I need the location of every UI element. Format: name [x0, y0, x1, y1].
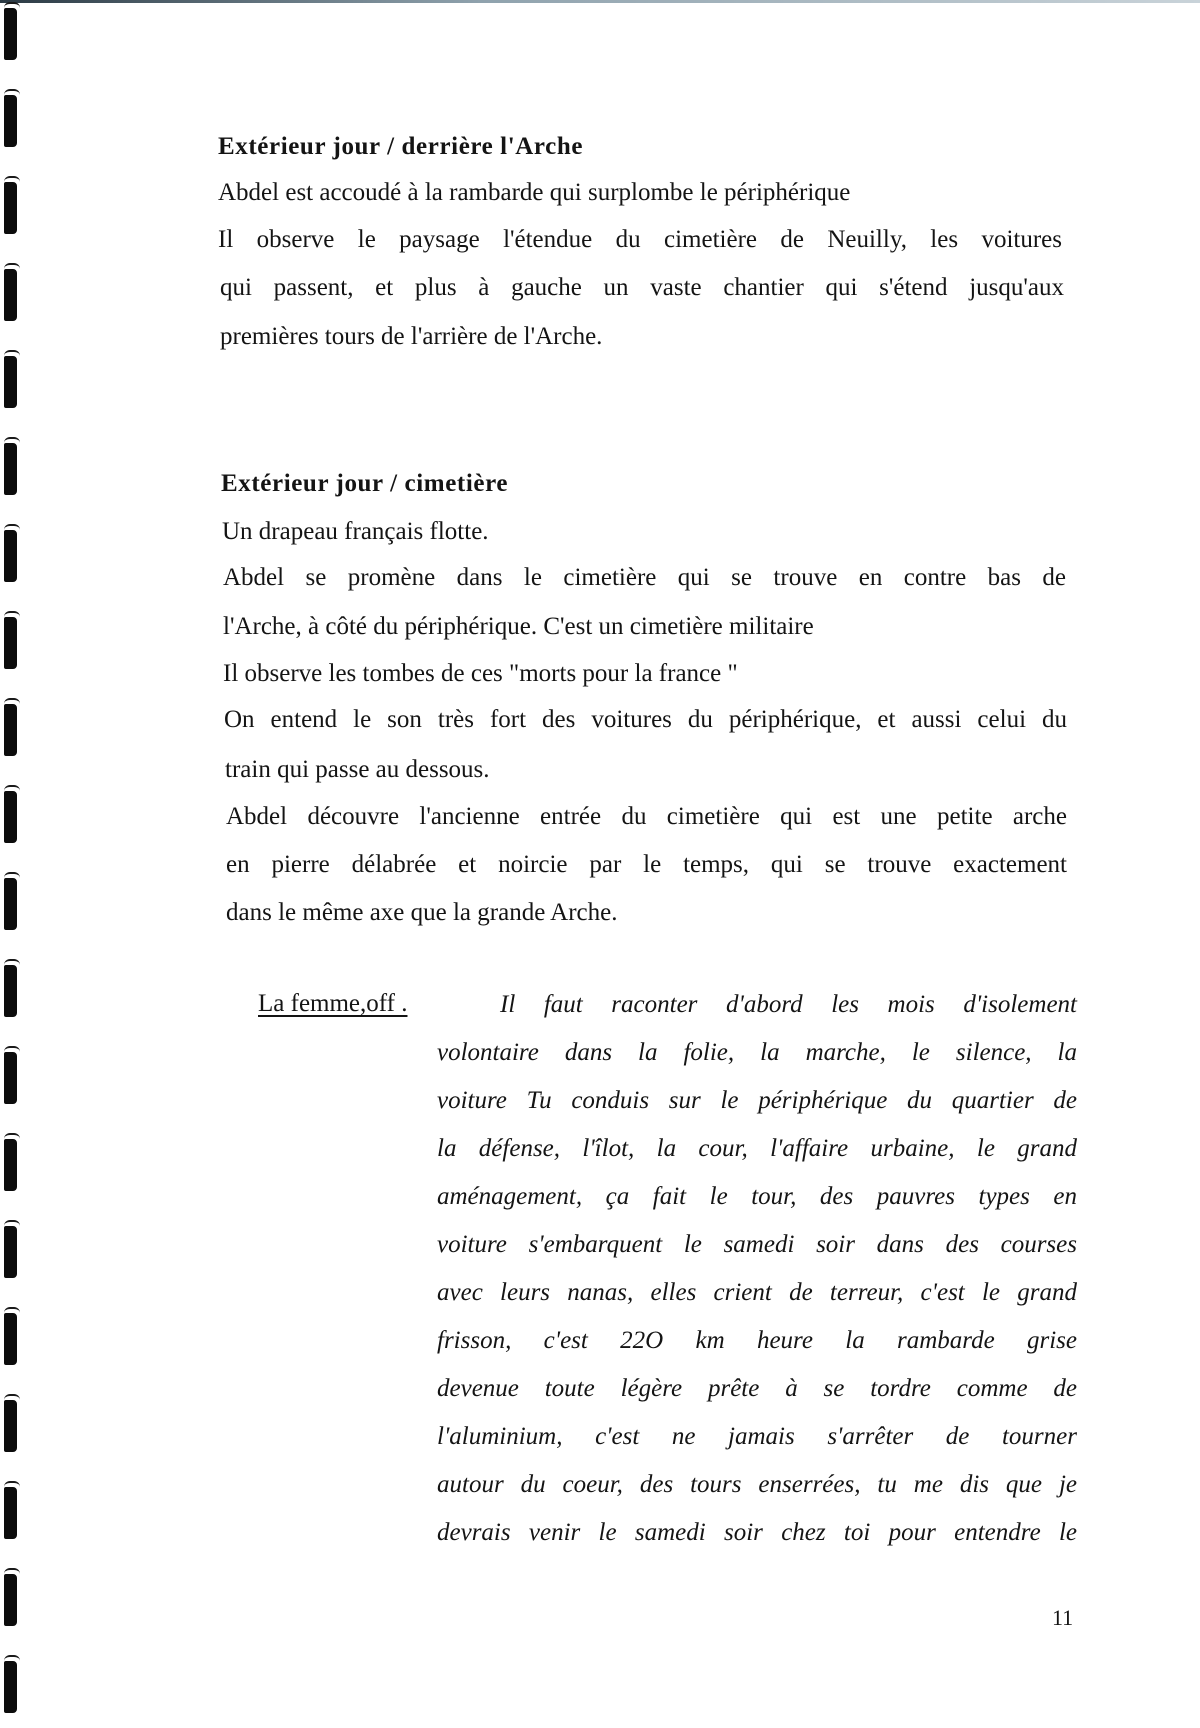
- scene-line: Il observe les tombes de ces "morts pour la france ": [223, 660, 738, 687]
- scene-line: dans le même axe que la grande Arche.: [226, 899, 618, 926]
- scene-line: premières tours de l'arrière de l'Arche.: [220, 323, 603, 350]
- scene-line: On entend le son très fort des voitures du périphérique, et aussi celui du: [224, 706, 1067, 733]
- page-number: 11: [1052, 1605, 1074, 1630]
- dialogue-line: autour du coeur, des tours enserrées, tu me dis que je: [437, 1471, 1077, 1498]
- dialogue-line: l'aluminium, c'est ne jamais s'arrêter de tourner: [437, 1423, 1077, 1450]
- dialogue-line: volontaire dans la folie, la marche, le silence, la: [437, 1039, 1077, 1066]
- dialogue-line: voiture s'embarquent le samedi soir dans des courses: [437, 1231, 1077, 1258]
- scene-heading: Extérieur jour / derrière l'Arche: [218, 133, 584, 160]
- dialogue-line: frisson, c'est 22O km heure la rambarde grise: [437, 1327, 1077, 1354]
- dialogue-line: devrais venir le samedi soir chez toi pour entendre le: [437, 1519, 1077, 1546]
- dialogue-line: voiture Tu conduis sur le périphérique du quartier de: [437, 1087, 1077, 1114]
- dialogue-line: Il faut raconter d'abord les mois d'isolement: [500, 991, 1077, 1018]
- scene-line: Un drapeau français flotte.: [222, 518, 489, 545]
- scene-line: Abdel est accoudé à la rambarde qui surplombe le périphérique: [218, 179, 851, 206]
- scene-line: qui passent, et plus à gauche un vaste chantier qui s'étend jusqu'aux: [220, 274, 1064, 301]
- dialogue-line: la défense, l'îlot, la cour, l'affaire urbaine, le grand: [437, 1135, 1077, 1162]
- scene-line: en pierre délabrée et noircie par le temps, qui se trouve exactement: [226, 851, 1067, 878]
- scene-heading: Extérieur jour / cimetière: [221, 470, 509, 497]
- scene-line: Abdel se promène dans le cimetière qui se trouve en contre bas de: [223, 564, 1066, 591]
- scene-line: Abdel découvre l'ancienne entrée du cimetière qui est une petite arche: [226, 803, 1067, 830]
- dialogue-line: devenue toute légère prête à se tordre comme de: [437, 1375, 1077, 1402]
- dialogue-line: avec leurs nanas, elles crient de terreur, c'est le grand: [437, 1279, 1077, 1306]
- dialogue-line: aménagement, ça fait le tour, des pauvres types en: [437, 1183, 1077, 1210]
- scene-line: train qui passe au dessous.: [225, 756, 490, 783]
- scene-line: Il observe le paysage l'étendue du cimetière de Neuilly, les voitures: [218, 226, 1062, 253]
- scene-line: l'Arche, à côté du périphérique. C'est un cimetière militaire: [223, 613, 814, 640]
- dialogue-speaker: La femme,off .: [258, 990, 408, 1017]
